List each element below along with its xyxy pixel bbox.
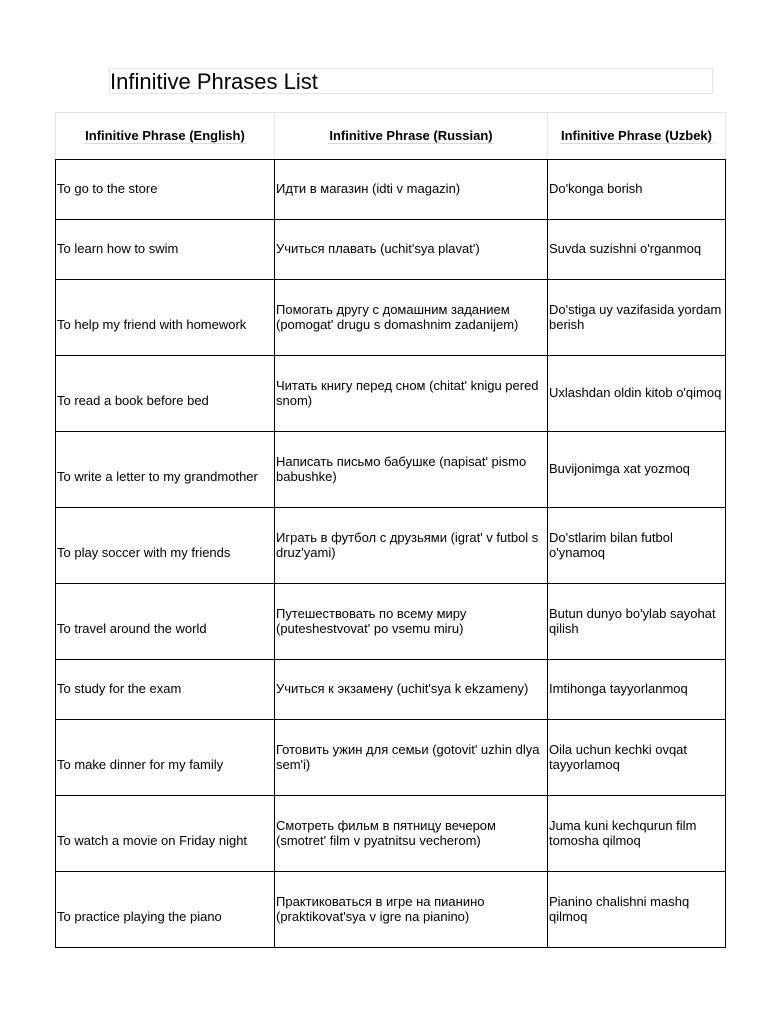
table-row — [56, 160, 726, 220]
table-row — [56, 872, 726, 948]
header-russian — [275, 113, 548, 160]
cell-english: To write a letter to my grandmother — [56, 432, 275, 508]
cell-uzbek: Oila uchun kechki ovqat tayyorlamoq — [548, 720, 726, 796]
cell-english: To travel around the world — [56, 584, 275, 660]
cell-uzbek: Do'stlarim bilan futbol o'ynamoq — [548, 508, 726, 584]
phrases-table — [55, 112, 726, 948]
table-row — [56, 584, 726, 660]
header-uzbek — [548, 113, 726, 160]
cell-russian: Помогать другу с домашним заданием (pomogat' drugu s domashnim zadanijem) — [275, 280, 548, 356]
cell-english: To learn how to swim — [56, 220, 275, 280]
cell-english: To practice playing the piano — [56, 872, 275, 948]
title-box — [109, 68, 713, 94]
table-row — [56, 280, 726, 356]
cell-english: To play soccer with my friends — [56, 508, 275, 584]
cell-english: To read a book before bed — [56, 356, 275, 432]
cell-uzbek: Pianino chalishni mashq qilmoq — [548, 872, 726, 948]
page-title: Infinitive Phrases List — [110, 69, 318, 94]
table-row — [56, 796, 726, 872]
header-uzbek-label: Infinitive Phrase (Uzbek) — [561, 127, 712, 143]
cell-uzbek: Suvda suzishni o'rganmoq — [548, 220, 726, 280]
header-english-label: Infinitive Phrase (English) — [85, 127, 245, 143]
table-row — [56, 720, 726, 796]
cell-english: To go to the store — [56, 160, 275, 220]
cell-russian: Учиться к экзамену (uchit'sya k ekzameny) — [275, 660, 548, 720]
cell-uzbek: Uxlashdan oldin kitob o'qimoq — [548, 356, 726, 432]
phrases-table-container — [55, 112, 725, 948]
table-row — [56, 220, 726, 280]
cell-uzbek: Imtihonga tayyorlanmoq — [548, 660, 726, 720]
cell-russian: Путешествовать по всему миру (puteshestvovat' po vsemu miru) — [275, 584, 548, 660]
header-russian-label: Infinitive Phrase (Russian) — [329, 127, 493, 143]
cell-uzbek: Do'stiga uy vazifasida yordam berish — [548, 280, 726, 356]
cell-russian: Написать письмо бабушке (napisat' pismo babushke) — [275, 432, 548, 508]
table-row — [56, 432, 726, 508]
cell-uzbek: Do'konga borish — [548, 160, 726, 220]
cell-english: To study for the exam — [56, 660, 275, 720]
cell-uzbek: Juma kuni kechqurun film tomosha qilmoq — [548, 796, 726, 872]
cell-russian: Учиться плавать (uchit'sya plavat') — [275, 220, 548, 280]
cell-english: To make dinner for my family — [56, 720, 275, 796]
cell-russian: Готовить ужин для семьи (gotovit' uzhin dlya sem'i) — [275, 720, 548, 796]
cell-russian: Идти в магазин (idti v magazin) — [275, 160, 548, 220]
cell-russian: Смотреть фильм в пятницу вечером (smotret' film v pyatnitsu vecherom) — [275, 796, 548, 872]
table-body — [56, 160, 726, 948]
header-english — [56, 113, 275, 160]
cell-english: To watch a movie on Friday night — [56, 796, 275, 872]
cell-uzbek: Butun dunyo bo'ylab sayohat qilish — [548, 584, 726, 660]
cell-russian: Практиковаться в игре на пианино (praktikovat'sya v igre na pianino) — [275, 872, 548, 948]
cell-uzbek: Buvijonimga xat yozmoq — [548, 432, 726, 508]
table-header — [56, 113, 726, 160]
table-row — [56, 508, 726, 584]
cell-russian: Играть в футбол с друзьями (igrat' v futbol s druz'yami) — [275, 508, 548, 584]
cell-russian: Читать книгу перед сном (chitat' knigu pered snom) — [275, 356, 548, 432]
header-row — [56, 113, 726, 160]
table-row — [56, 356, 726, 432]
cell-english: To help my friend with homework — [56, 280, 275, 356]
table-row — [56, 660, 726, 720]
